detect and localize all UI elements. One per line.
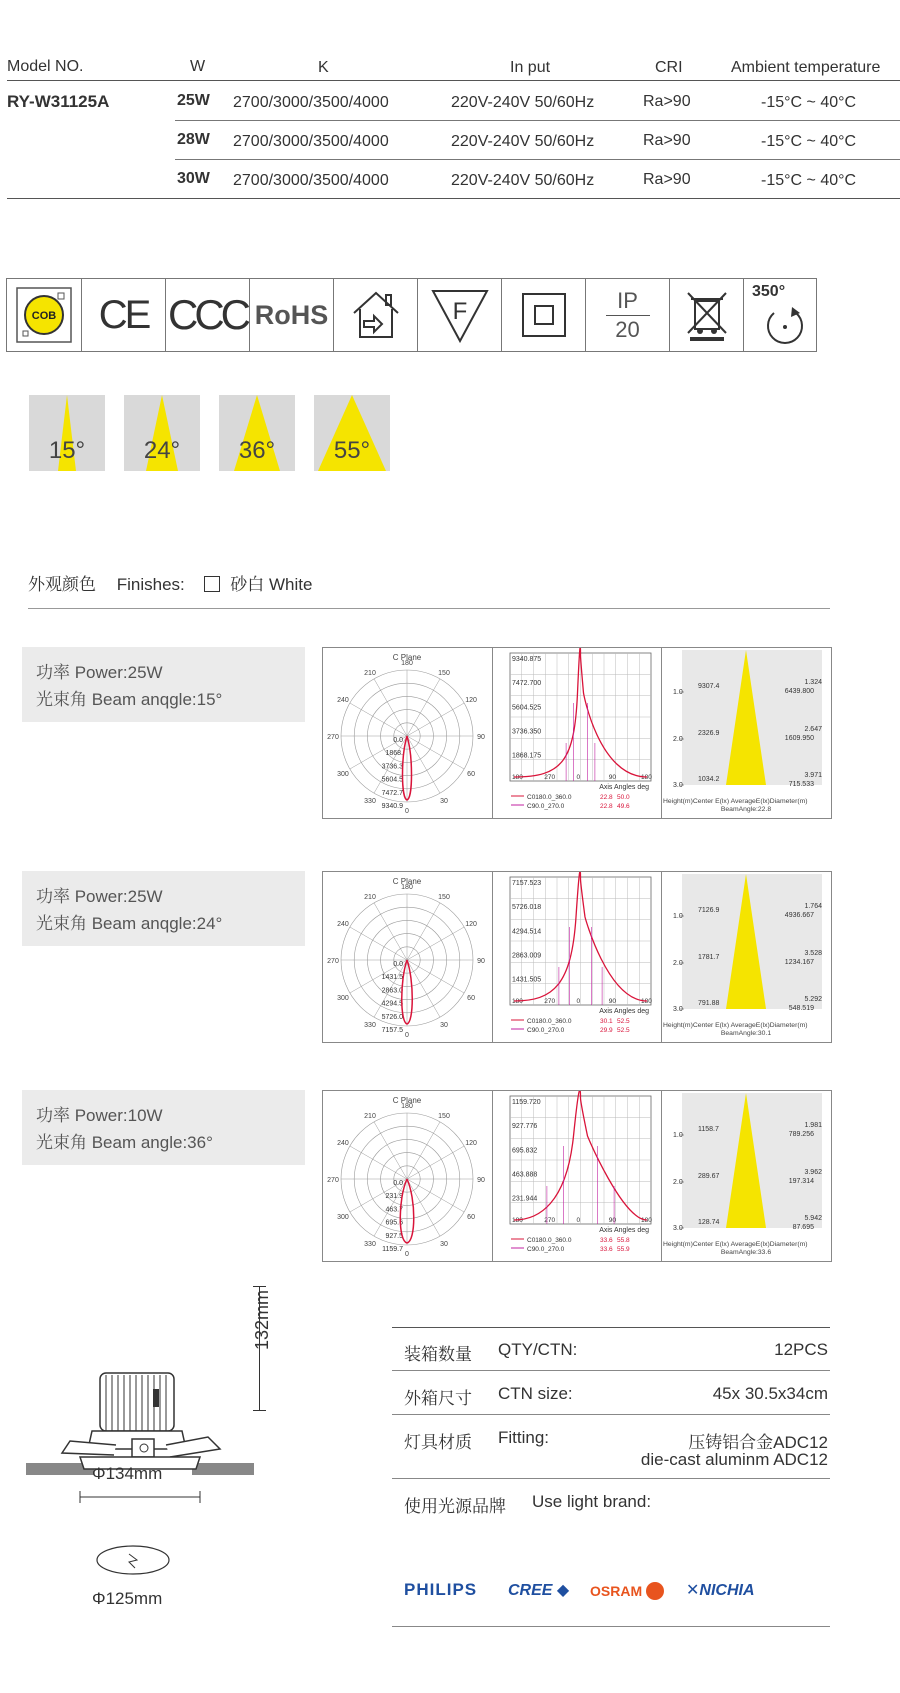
brand-philips-logo: PHILIPS	[404, 1580, 478, 1599]
polar-tick-label: 240	[337, 1140, 349, 1147]
finish-checkbox[interactable]	[204, 576, 220, 592]
cone-height: 2.0	[673, 1179, 683, 1186]
f-mark-icon	[418, 279, 502, 351]
cone-height: 2.0	[673, 960, 683, 967]
power-text: 功率 Power:25W	[36, 887, 163, 906]
cone-height: 1.0	[673, 913, 683, 920]
cone-height: 3.0	[673, 782, 683, 789]
cone-footer: Height(m)Center E(lx) AverageE(lx)Diameter(m)	[663, 1022, 808, 1029]
cone-average-lux: 1234.167	[784, 959, 814, 966]
polar-tick-label: 120	[465, 921, 477, 928]
cone-beam-angle: BeamAngle:33.6	[720, 1249, 772, 1256]
curve-y-tick: 231.944	[512, 1195, 538, 1203]
cone-height: 1.0	[673, 1132, 683, 1139]
photometric-panel	[322, 871, 832, 1043]
certification-icons	[6, 278, 817, 352]
polar-ring-label: 1868.	[385, 750, 403, 758]
polar-tick-label: 300	[337, 995, 349, 1002]
polar-tick-label: 90	[477, 958, 485, 965]
rotation-350-icon: 350°	[744, 279, 816, 351]
cone-average-lux: 197.314	[788, 1178, 814, 1185]
curve-x-tick: 270	[544, 774, 556, 781]
polar-tick-label: 330	[364, 1241, 376, 1249]
curve-legend-value: 52.5	[617, 1018, 630, 1025]
polar-tick-label: 180	[401, 660, 413, 667]
polar-tick-label: 210	[364, 669, 376, 677]
curve-x-tick: 0	[576, 1217, 581, 1224]
intensity-curve-chart	[493, 872, 662, 1042]
polar-ring-label: 0.0	[393, 737, 403, 744]
polar-ring-label: 7157.5	[381, 1027, 403, 1034]
cone-average-lux: 6439.800	[784, 688, 814, 695]
curve-legend-value: 29.9	[600, 1027, 613, 1034]
cone-diameter: 1.764	[804, 903, 822, 910]
polar-tick-label: 120	[465, 697, 477, 704]
polar-tick-label: 30	[440, 1022, 448, 1030]
curve-x-tick: 180	[641, 998, 652, 1005]
beam-angle-text: 光束角 Beam anqgle:15°	[36, 690, 223, 709]
polar-ring-label: 1159.7	[382, 1246, 403, 1253]
cone-diameter: 3.971	[804, 772, 822, 779]
curve-axis-label: Axis Angles deg	[599, 1227, 649, 1234]
polar-ring-label: 0.0	[393, 961, 403, 968]
polar-tick-label: 270	[327, 958, 339, 965]
polar-tick-label: 0	[405, 1251, 409, 1258]
polar-tick-label: 240	[337, 921, 349, 928]
polar-ring-label: 7472.7	[381, 789, 403, 797]
curve-legend-entry: C90.0_270.0	[527, 803, 565, 810]
cone-beam-angle: BeamAngle:30.1	[720, 1030, 772, 1037]
polar-chart	[323, 648, 493, 818]
cone-diameter: 1.981	[804, 1122, 822, 1129]
curve-axis-label: Axis Angles deg	[599, 1008, 649, 1015]
intensity-curve-chart	[493, 648, 662, 818]
polar-tick-label: 0	[405, 808, 409, 815]
beam-tile-15: 15°	[29, 395, 105, 471]
polar-tick-label: 270	[327, 734, 339, 741]
polar-ring-label: 231.9	[385, 1193, 403, 1201]
polar-title: C Plane	[392, 877, 422, 886]
curve-y-tick: 695.832	[512, 1147, 538, 1155]
curve-x-tick: 270	[544, 998, 556, 1005]
curve-y-tick: 4294.514	[512, 928, 542, 936]
polar-tick-label: 300	[337, 1214, 349, 1221]
no-trash-bin-icon	[670, 279, 744, 351]
curve-y-tick: 1159.720	[512, 1099, 541, 1106]
cone-diameter: 3.528	[804, 950, 822, 957]
curve-legend-value: 50.0	[617, 794, 630, 801]
curve-legend-value: 33.6	[600, 1237, 613, 1244]
curve-x-tick: 0	[576, 998, 581, 1005]
cone-diameter: 5.292	[804, 996, 822, 1003]
curve-x-tick: 90	[608, 1217, 616, 1224]
curve-y-tick: 5604.525	[512, 704, 542, 712]
brand-nichia-logo: ✕NICHIA	[686, 1582, 755, 1599]
curve-legend-value: 22.8	[600, 794, 613, 801]
curve-y-tick: 1431.505	[512, 976, 542, 984]
polar-ring-label: 1431.5	[381, 974, 403, 982]
cone-average-lux: 548.519	[788, 1005, 814, 1012]
polar-tick-label: 0	[405, 1032, 409, 1039]
curve-legend-value: 22.8	[600, 803, 613, 810]
header-ambient: Ambient temperature	[731, 59, 881, 76]
polar-tick-label: 300	[337, 771, 349, 778]
curve-y-tick: 463.888	[512, 1171, 538, 1179]
svg-text:COB: COB	[31, 310, 57, 322]
polar-ring-label: 3736.3	[381, 763, 403, 771]
polar-tick-label: 180	[401, 884, 413, 891]
curve-legend-value: 49.6	[617, 803, 630, 810]
curve-x-tick: 180	[512, 1217, 523, 1224]
curve-legend-entry: C0180.0_360.0	[527, 1018, 572, 1025]
curve-legend-value: 55.8	[617, 1237, 630, 1244]
ip-rating-icon: IP 20	[586, 279, 670, 351]
cone-height: 3.0	[673, 1006, 683, 1013]
curve-y-tick: 5726.018	[512, 904, 542, 912]
cone-diameter: 5.942	[804, 1215, 822, 1222]
cone-average-lux: 87.695	[792, 1224, 814, 1231]
cone-center-lux: 128.74	[698, 1219, 720, 1226]
polar-tick-label: 90	[477, 734, 485, 741]
curve-y-tick: 927.776	[512, 1123, 538, 1131]
curve-x-tick: 90	[608, 998, 616, 1005]
curve-legend-entry: C0180.0_360.0	[527, 1237, 572, 1244]
polar-ring-label: 695.6	[385, 1219, 403, 1227]
polar-tick-label: 120	[465, 1140, 477, 1147]
polar-tick-label: 180	[401, 1103, 413, 1110]
cone-height: 1.0	[673, 689, 683, 696]
photometric-panel	[322, 647, 832, 819]
power-beam-label	[22, 871, 305, 946]
cone-center-lux: 9307.4	[698, 683, 720, 690]
svg-text:F: F	[452, 298, 467, 325]
beam-tile-36: 36°	[219, 395, 295, 471]
curve-legend-value: 33.6	[600, 1246, 613, 1253]
cone-average-lux: 715.533	[788, 781, 814, 788]
curve-axis-label: Axis Angles deg	[599, 784, 649, 791]
polar-tick-label: 270	[327, 1177, 339, 1184]
beam-tile-24: 24°	[124, 395, 200, 471]
polar-ring-label: 9340.9	[381, 803, 403, 810]
cone-center-lux: 2326.9	[698, 730, 720, 737]
polar-tick-label: 330	[364, 798, 376, 806]
polar-tick-label: 150	[438, 893, 450, 901]
polar-tick-label: 30	[440, 1241, 448, 1249]
brand-cree-logo: CREE ◆	[508, 1582, 570, 1599]
curve-y-tick: 3736.350	[512, 728, 542, 736]
cone-diameter: 3.962	[804, 1169, 822, 1176]
curve-x-tick: 180	[512, 998, 523, 1005]
polar-title: C Plane	[392, 1096, 422, 1105]
power-text: 功率 Power:25W	[36, 663, 163, 682]
diameter-dimension: Φ134mm	[92, 1464, 163, 1483]
ccc-icon: CCC	[166, 279, 250, 351]
cone-center-lux: 791.88	[698, 1000, 720, 1007]
polar-tick-label: 90	[477, 1177, 485, 1184]
polar-title: C Plane	[392, 653, 422, 662]
finishes: 外观颜色 Finishes: 砂白 White	[28, 575, 313, 594]
curve-legend-value: 55.9	[617, 1246, 630, 1253]
beam-angle-text: 光束角 Beam anqgle:24°	[36, 914, 223, 933]
cone-average-lux: 789.256	[788, 1131, 814, 1138]
photometric-panel	[322, 1090, 832, 1262]
curve-x-tick: 180	[512, 774, 523, 781]
polar-tick-label: 210	[364, 1112, 376, 1120]
ce-icon: CE	[82, 279, 166, 351]
cone-diameter: 1.324	[804, 679, 822, 686]
header-model: Model NO.	[7, 58, 84, 75]
cone-height: 2.0	[673, 736, 683, 743]
cone-average-lux: 4936.667	[784, 912, 814, 919]
polar-tick-label: 330	[364, 1022, 376, 1030]
curve-x-tick: 180	[641, 774, 652, 781]
polar-tick-label: 60	[467, 995, 475, 1002]
cone-center-lux: 1781.7	[698, 954, 720, 961]
cone-average-lux: 1609.950	[784, 735, 814, 742]
cone-center-lux: 1158.7	[698, 1126, 719, 1133]
curve-legend-value: 52.5	[617, 1027, 630, 1034]
header-input: In put	[510, 59, 551, 76]
beam-angle-text: 光束角 Beam angle:36°	[36, 1133, 213, 1152]
model-number: RY-W31125A	[7, 92, 110, 111]
header-cri: CRI	[655, 59, 683, 76]
cone-beam-angle: BeamAngle:22.8	[720, 806, 772, 813]
polar-tick-label: 210	[364, 893, 376, 901]
curve-legend-value: 30.1	[600, 1018, 613, 1025]
cone-center-lux: 289.67	[698, 1173, 720, 1180]
cone-center-lux: 1034.2	[698, 776, 720, 783]
cone-diameter: 2.647	[804, 726, 822, 733]
polar-ring-label: 5726.0	[381, 1013, 403, 1021]
intensity-curve-chart	[493, 1091, 662, 1261]
curve-y-tick: 7472.700	[512, 680, 542, 688]
height-dimension: 132mm	[252, 1289, 272, 1350]
class-ii-icon	[502, 279, 586, 351]
curve-x-tick: 270	[544, 1217, 556, 1224]
illuminance-cone-chart	[662, 872, 831, 1042]
curve-legend-entry: C90.0_270.0	[527, 1246, 565, 1253]
polar-tick-label: 150	[438, 1112, 450, 1120]
polar-tick-label: 240	[337, 697, 349, 704]
rohs-icon: RoHS	[250, 279, 334, 351]
cob-icon	[7, 279, 82, 351]
header-w: W	[190, 58, 206, 75]
curve-y-tick: 9340.875	[512, 656, 542, 663]
curve-x-tick: 90	[608, 774, 616, 781]
illuminance-cone-chart	[662, 648, 831, 818]
curve-x-tick: 0	[576, 774, 581, 781]
cone-footer: Height(m)Center E(lx) AverageE(lx)Diameter(m)	[663, 1241, 808, 1248]
polar-tick-label: 30	[440, 798, 448, 806]
curve-x-tick: 180	[641, 1217, 652, 1224]
cone-height: 3.0	[673, 1225, 683, 1232]
header-k: K	[318, 59, 329, 76]
polar-ring-label: 4294.5	[381, 1000, 403, 1008]
curve-y-tick: 2863.009	[512, 952, 542, 960]
indoor-house-icon	[334, 279, 418, 351]
polar-ring-label: 5604.5	[381, 776, 403, 784]
cone-footer: Height(m)Center E(lx) AverageE(lx)Diameter(m)	[663, 798, 808, 805]
power-text: 功率 Power:10W	[36, 1106, 163, 1125]
power-beam-label	[22, 647, 305, 722]
polar-tick-label: 60	[467, 1214, 475, 1221]
brand-osram-logo: OSRAM	[590, 1582, 664, 1600]
polar-tick-label: 60	[467, 771, 475, 778]
polar-ring-label: 0.0	[393, 1180, 403, 1187]
curve-legend-entry: C0180.0_360.0	[527, 794, 572, 801]
cutout-dimension: Φ125mm	[92, 1589, 163, 1608]
polar-ring-label: 927.5	[385, 1232, 403, 1240]
polar-tick-label: 150	[438, 669, 450, 677]
curve-y-tick: 1868.175	[512, 752, 542, 760]
polar-chart	[323, 1091, 493, 1261]
cone-center-lux: 7126.9	[698, 907, 720, 914]
polar-ring-label: 463.7	[385, 1206, 403, 1214]
curve-legend-entry: C90.0_270.0	[527, 1027, 565, 1034]
polar-chart	[323, 872, 493, 1042]
curve-y-tick: 7157.523	[512, 880, 542, 887]
polar-ring-label: 2863.0	[381, 987, 403, 995]
beam-tile-55: 55°	[314, 395, 390, 471]
power-beam-label	[22, 1090, 305, 1165]
illuminance-cone-chart	[662, 1091, 831, 1261]
